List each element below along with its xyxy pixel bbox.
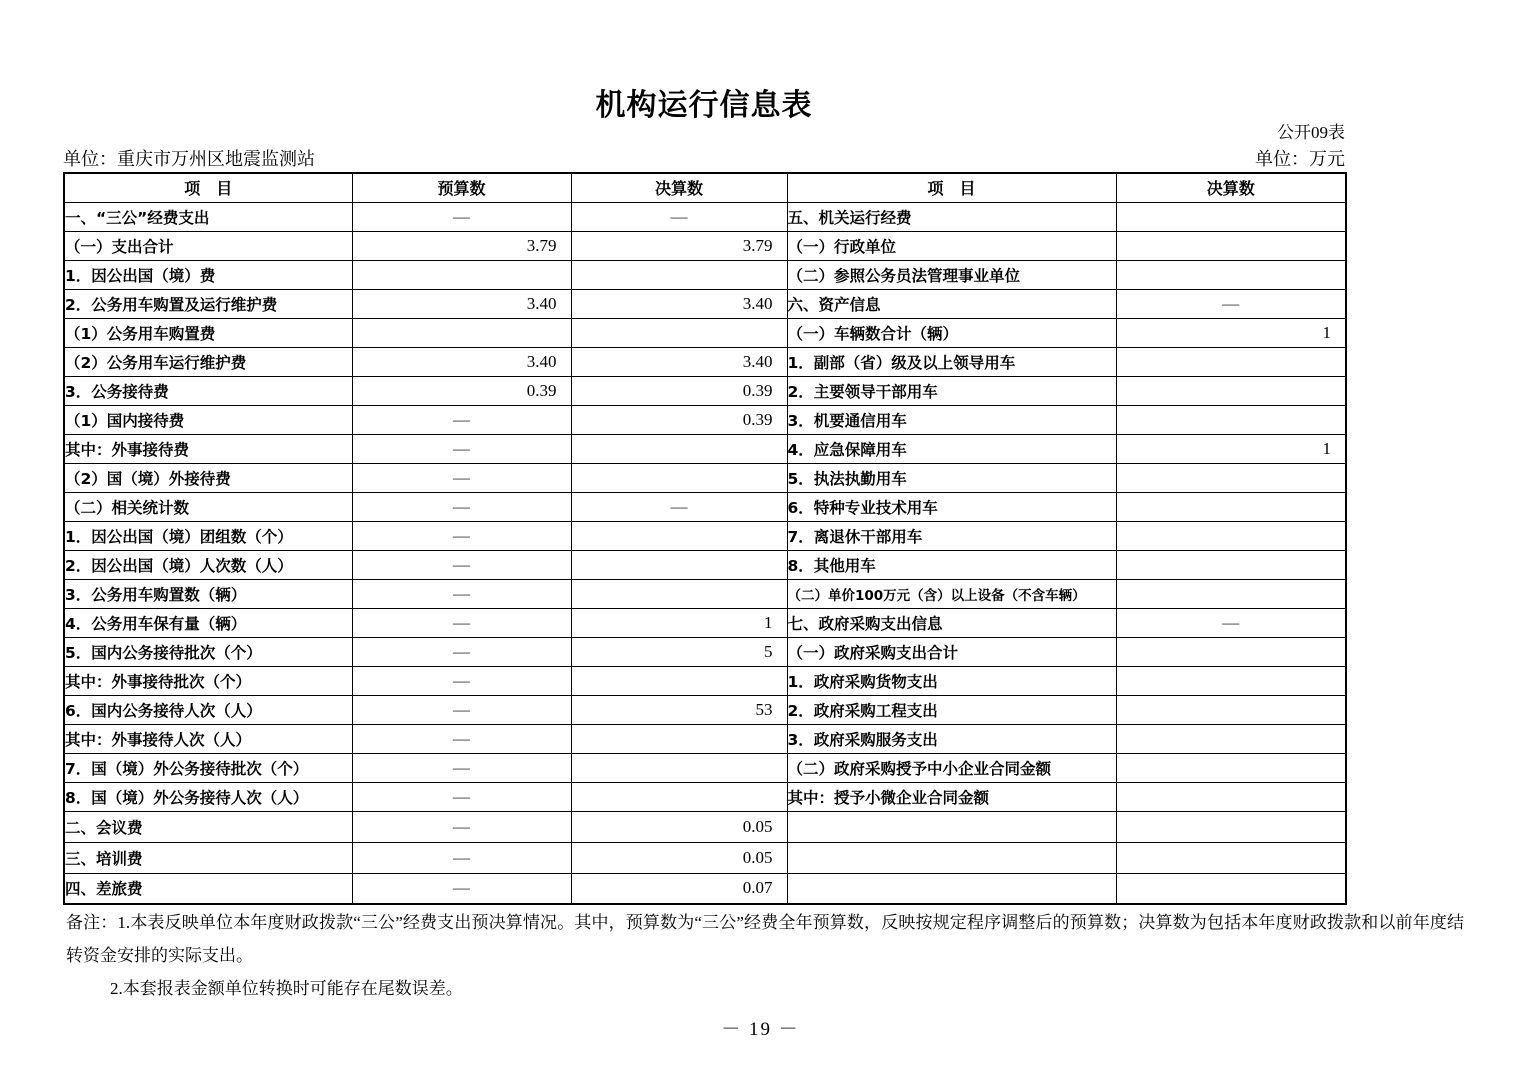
table-row bbox=[64, 492, 1346, 521]
item-cell-left: 一、“三公”经费支出 bbox=[64, 202, 352, 231]
final-value-cell-left: 5 bbox=[571, 637, 787, 666]
item-cell-left: 8．国（境）外公务接待人次（人） bbox=[64, 782, 352, 811]
budget-value-cell: — bbox=[352, 608, 571, 637]
table-row bbox=[64, 724, 1346, 753]
final-value-cell-right bbox=[1116, 550, 1346, 579]
budget-value-cell: — bbox=[352, 579, 571, 608]
item-cell-right: 七、政府采购支出信息 bbox=[787, 608, 1116, 637]
item-cell-right: 五、机关运行经费 bbox=[787, 202, 1116, 231]
budget-value-cell: — bbox=[352, 434, 571, 463]
item-cell-right: 6．特种专业技术用车 bbox=[787, 492, 1116, 521]
item-cell-right: 1．政府采购货物支出 bbox=[787, 666, 1116, 695]
table-row bbox=[64, 347, 1346, 376]
doc-code: 公开09表 bbox=[1277, 123, 1345, 142]
item-cell-left: （1）公务用车购置费 bbox=[64, 318, 352, 347]
final-value-cell-left: 3.40 bbox=[571, 347, 787, 376]
budget-value-cell: — bbox=[352, 873, 571, 904]
final-value-cell-left: — bbox=[571, 492, 787, 521]
item-cell-left: 2．公务用车购置及运行维护费 bbox=[64, 289, 352, 318]
final-value-cell-right bbox=[1116, 521, 1346, 550]
final-value-cell-right bbox=[1116, 724, 1346, 753]
budget-value-cell: 3.79 bbox=[352, 231, 571, 260]
table-row bbox=[64, 405, 1346, 434]
final-value-cell-right bbox=[1116, 347, 1346, 376]
item-cell-left: 6．国内公务接待人次（人） bbox=[64, 695, 352, 724]
unit-line bbox=[63, 145, 1345, 171]
item-cell-left: （1）国内接待费 bbox=[64, 405, 352, 434]
item-cell-right: 3．机要通信用车 bbox=[787, 405, 1116, 434]
item-cell-left: 其中：外事接待批次（个） bbox=[64, 666, 352, 695]
item-cell-right: 5．执法执勤用车 bbox=[787, 463, 1116, 492]
budget-value-cell: 0.39 bbox=[352, 376, 571, 405]
budget-value-cell bbox=[352, 318, 571, 347]
budget-value-cell bbox=[352, 260, 571, 289]
final-value-cell-left bbox=[571, 782, 787, 811]
item-cell-left: 5．国内公务接待批次（个） bbox=[64, 637, 352, 666]
item-cell-right bbox=[787, 873, 1116, 904]
table-row bbox=[64, 666, 1346, 695]
table-row bbox=[64, 260, 1346, 289]
header-final-left: 决算数 bbox=[571, 173, 787, 202]
final-value-cell-left: 0.39 bbox=[571, 376, 787, 405]
table-row bbox=[64, 376, 1346, 405]
final-value-cell-left bbox=[571, 434, 787, 463]
item-cell-right: （二）单价100万元（含）以上设备（不含车辆） bbox=[787, 579, 1116, 608]
final-value-cell-right bbox=[1116, 695, 1346, 724]
header-item-left: 项 目 bbox=[64, 173, 352, 202]
table-row bbox=[64, 753, 1346, 782]
item-cell-right: 3．政府采购服务支出 bbox=[787, 724, 1116, 753]
table-row bbox=[64, 608, 1346, 637]
unit-of-measure: 单位：万元 bbox=[1255, 149, 1345, 169]
item-cell-left: 1．因公出国（境）费 bbox=[64, 260, 352, 289]
budget-value-cell: 3.40 bbox=[352, 347, 571, 376]
notes-line-2: 2.本套报表金额单位转换时可能存在尾数误差。 bbox=[110, 979, 463, 998]
final-value-cell-right bbox=[1116, 231, 1346, 260]
table-row bbox=[64, 463, 1346, 492]
final-value-cell-left: 0.07 bbox=[571, 873, 787, 904]
table-row bbox=[64, 873, 1346, 904]
final-value-cell-left: 53 bbox=[571, 695, 787, 724]
item-cell-left: 3．公务接待费 bbox=[64, 376, 352, 405]
final-value-cell-left bbox=[571, 579, 787, 608]
final-value-cell-left: 0.05 bbox=[571, 842, 787, 873]
table-row bbox=[64, 202, 1346, 231]
final-value-cell-left bbox=[571, 318, 787, 347]
page-number: － 19 － bbox=[721, 1019, 800, 1040]
item-cell-left: 二、会议费 bbox=[64, 811, 352, 842]
budget-table bbox=[63, 172, 1347, 905]
item-cell-left: 其中：外事接待费 bbox=[64, 434, 352, 463]
final-value-cell-left bbox=[571, 260, 787, 289]
final-value-cell-right bbox=[1116, 405, 1346, 434]
table-row bbox=[64, 521, 1346, 550]
final-value-cell-right bbox=[1116, 260, 1346, 289]
final-value-cell-left bbox=[571, 463, 787, 492]
budget-value-cell: — bbox=[352, 842, 571, 873]
final-value-cell-left: — bbox=[571, 202, 787, 231]
budget-value-cell: — bbox=[352, 550, 571, 579]
item-cell-right: （一）政府采购支出合计 bbox=[787, 637, 1116, 666]
final-value-cell-right bbox=[1116, 811, 1346, 842]
final-value-cell-right bbox=[1116, 463, 1346, 492]
item-cell-right: （二）参照公务员法管理事业单位 bbox=[787, 260, 1116, 289]
item-cell-left: 7．国（境）外公务接待批次（个） bbox=[64, 753, 352, 782]
final-value-cell-left bbox=[571, 550, 787, 579]
final-value-cell-right bbox=[1116, 782, 1346, 811]
table-row bbox=[64, 318, 1346, 347]
budget-value-cell: — bbox=[352, 637, 571, 666]
table-row bbox=[64, 842, 1346, 873]
table-row bbox=[64, 289, 1346, 318]
item-cell-right: 2．主要领导干部用车 bbox=[787, 376, 1116, 405]
item-cell-left: （二）相关统计数 bbox=[64, 492, 352, 521]
table-row bbox=[64, 550, 1346, 579]
budget-value-cell: 3.40 bbox=[352, 289, 571, 318]
final-value-cell-right bbox=[1116, 873, 1346, 904]
final-value-cell-left bbox=[571, 521, 787, 550]
table-row bbox=[64, 695, 1346, 724]
item-cell-right bbox=[787, 811, 1116, 842]
item-cell-right: 7．离退休干部用车 bbox=[787, 521, 1116, 550]
table-row bbox=[64, 637, 1346, 666]
budget-value-cell: — bbox=[352, 405, 571, 434]
table-body bbox=[64, 202, 1346, 904]
final-value-cell-right: — bbox=[1116, 289, 1346, 318]
table-row bbox=[64, 811, 1346, 842]
header-final-right: 决算数 bbox=[1116, 173, 1346, 202]
budget-value-cell: — bbox=[352, 492, 571, 521]
final-value-cell-left: 1 bbox=[571, 608, 787, 637]
table-row bbox=[64, 782, 1346, 811]
final-value-cell-left: 0.39 bbox=[571, 405, 787, 434]
final-value-cell-right: — bbox=[1116, 608, 1346, 637]
item-cell-right: （一）行政单位 bbox=[787, 231, 1116, 260]
item-cell-left: （2）公务用车运行维护费 bbox=[64, 347, 352, 376]
item-cell-right: 8．其他用车 bbox=[787, 550, 1116, 579]
final-value-cell-right bbox=[1116, 579, 1346, 608]
table-row bbox=[64, 434, 1346, 463]
budget-value-cell: — bbox=[352, 666, 571, 695]
budget-value-cell: — bbox=[352, 811, 571, 842]
item-cell-left: 其中：外事接待人次（人） bbox=[64, 724, 352, 753]
final-value-cell-right bbox=[1116, 637, 1346, 666]
item-cell-left: 2．因公出国（境）人次数（人） bbox=[64, 550, 352, 579]
budget-value-cell: — bbox=[352, 724, 571, 753]
budget-value-cell: — bbox=[352, 695, 571, 724]
header-budget: 预算数 bbox=[352, 173, 571, 202]
unit-name: 单位：重庆市万州区地震监测站 bbox=[63, 149, 315, 169]
item-cell-left: 4．公务用车保有量（辆） bbox=[64, 608, 352, 637]
item-cell-right: （一）车辆数合计（辆） bbox=[787, 318, 1116, 347]
item-cell-right: 其中：授予小微企业合同金额 bbox=[787, 782, 1116, 811]
notes-line-1: 备注：1.本表反映单位本年度财政拨款“三公”经费支出预决算情况。其中，预算数为“三公”经费全年预算数，反映按规定程序调整后的预算数；决算数为包括本年度财政拨款和以前年度结转资金安排的实际支出。 bbox=[66, 913, 1464, 965]
final-value-cell-right bbox=[1116, 376, 1346, 405]
item-cell-right: （二）政府采购授予中小企业合同金额 bbox=[787, 753, 1116, 782]
table-row bbox=[64, 579, 1346, 608]
budget-value-cell: — bbox=[352, 782, 571, 811]
final-value-cell-right bbox=[1116, 842, 1346, 873]
final-value-cell-left bbox=[571, 666, 787, 695]
item-cell-right: 1．副部（省）级及以上领导用车 bbox=[787, 347, 1116, 376]
item-cell-left: （一）支出合计 bbox=[64, 231, 352, 260]
item-cell-left: 3．公务用车购置数（辆） bbox=[64, 579, 352, 608]
header-item-right: 项 目 bbox=[787, 173, 1116, 202]
final-value-cell-right bbox=[1116, 492, 1346, 521]
final-value-cell-right: 1 bbox=[1116, 434, 1346, 463]
item-cell-right: 2．政府采购工程支出 bbox=[787, 695, 1116, 724]
final-value-cell-right bbox=[1116, 753, 1346, 782]
item-cell-right bbox=[787, 842, 1116, 873]
final-value-cell-right bbox=[1116, 666, 1346, 695]
final-value-cell-left: 3.79 bbox=[571, 231, 787, 260]
final-value-cell-left bbox=[571, 724, 787, 753]
budget-value-cell: — bbox=[352, 463, 571, 492]
table-header-row bbox=[64, 173, 1346, 202]
budget-value-cell: — bbox=[352, 521, 571, 550]
final-value-cell-right: 1 bbox=[1116, 318, 1346, 347]
item-cell-left: 四、差旅费 bbox=[64, 873, 352, 904]
item-cell-left: （2）国（境）外接待费 bbox=[64, 463, 352, 492]
budget-value-cell: — bbox=[352, 753, 571, 782]
final-value-cell-right bbox=[1116, 202, 1346, 231]
item-cell-right: 4．应急保障用车 bbox=[787, 434, 1116, 463]
final-value-cell-left: 3.40 bbox=[571, 289, 787, 318]
item-cell-left: 三、培训费 bbox=[64, 842, 352, 873]
final-value-cell-left: 0.05 bbox=[571, 811, 787, 842]
budget-value-cell: — bbox=[352, 202, 571, 231]
page-title: 机构运行信息表 bbox=[595, 88, 813, 123]
final-value-cell-left bbox=[571, 753, 787, 782]
table-row bbox=[64, 231, 1346, 260]
item-cell-right: 六、资产信息 bbox=[787, 289, 1116, 318]
item-cell-left: 1．因公出国（境）团组数（个） bbox=[64, 521, 352, 550]
